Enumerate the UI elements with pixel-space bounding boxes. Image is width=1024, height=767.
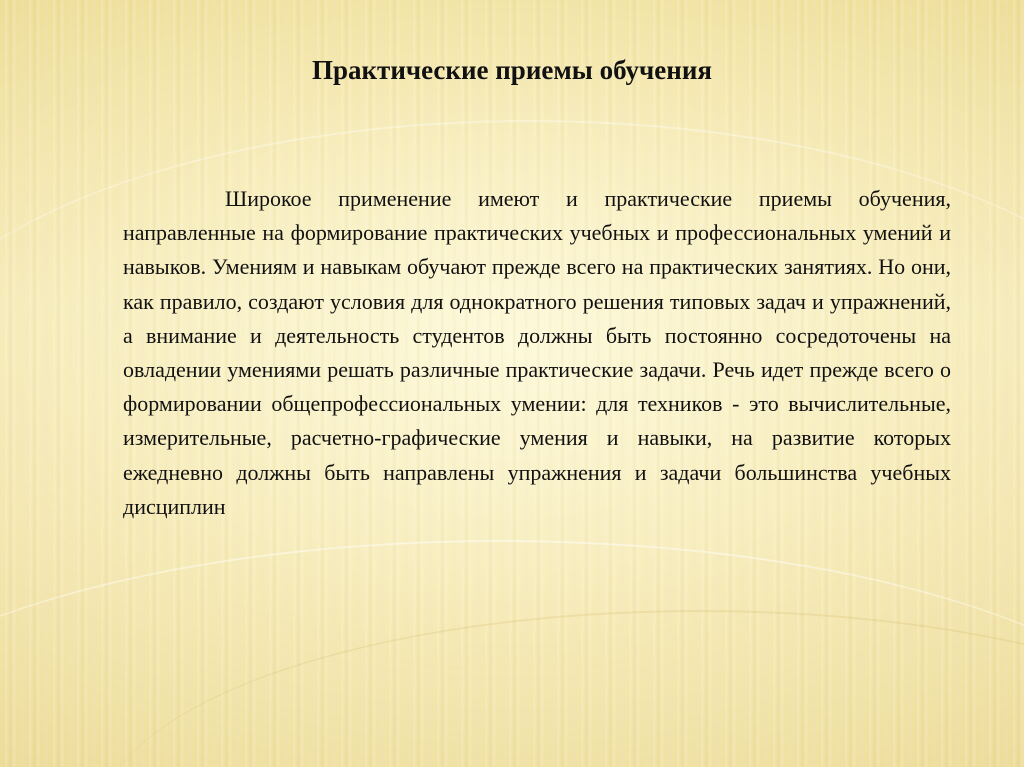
background-wave xyxy=(0,540,1024,767)
slide-title: Практические приемы обучения xyxy=(311,55,712,85)
background-wave xyxy=(100,610,1024,767)
slide-body-paragraph: Широкое применение имеют и практические приемы обучения, направленные на формирование практических учебных и профессиональных умений и навыков. Умениям и навыкам обучают прежде всего на практических занятиях. Но они, как правило, создают условия для однократного решения типовых задач и упражнений, а внимание и деятельность студентов должны быть постоянно сосредоточены на овладении умениями решать различные практические задачи. Речь идет прежде всего о формировании общепрофессиональных умении: для техников - это вычислительные, измерительные, расчетно-графические умения и навыки, на развитие которых ежедневно должны быть направлены упражнения и задачи большинства учебных дисциплин xyxy=(123,186,951,519)
